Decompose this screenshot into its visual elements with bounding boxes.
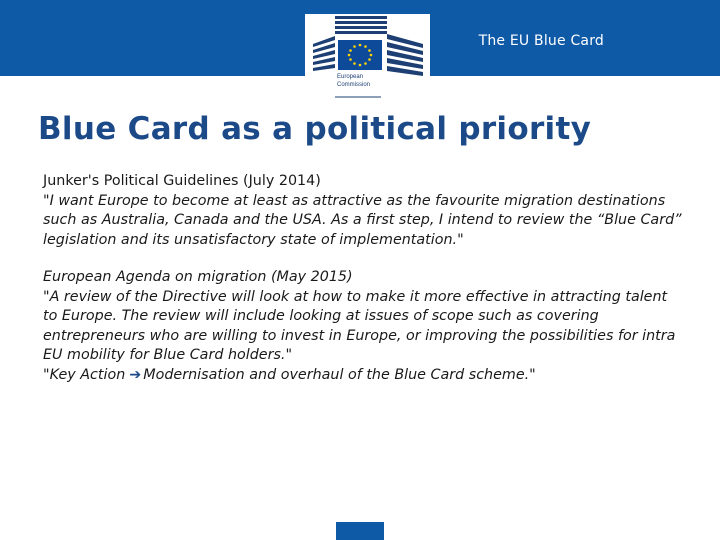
logo-line-2: Commission: [337, 82, 371, 88]
section-2-heading: [43, 268, 683, 288]
key-action-prefix: "Key Action: [43, 366, 126, 383]
section-2-date: (May 2015): [266, 269, 353, 285]
slide-title: Blue Card as a political priority: [38, 111, 592, 147]
key-action-line: [43, 366, 683, 386]
european-commission-logo: [305, 14, 430, 102]
right-arrow-icon: ➔: [129, 366, 142, 383]
logo-line-1: European: [337, 74, 364, 80]
logo-text: [337, 73, 370, 89]
section-2-quote: "A review of the Directive will look at how to make it more effective in attracting talent to Europe. The review will include looking at issues of scope such as covering entrepreneurs who are willing to invest in Europe, or improving the possibilities for intra EU mobility for Blue Card holders.": [43, 288, 676, 363]
section-1-heading: [43, 172, 683, 192]
key-action-text: Modernisation and overhaul of the Blue Card scheme.": [143, 366, 536, 383]
footer-blue-mark: [336, 522, 384, 540]
slide-content: [43, 172, 683, 385]
section-1-quote: "I want Europe to become at least as attractive as the favourite migration destinations such as Australia, Canada and the USA. As a first step, I intend to review the “Blue Card” legislation and its unsatisfactory state of implementation.": [43, 192, 682, 248]
section-2-title: European Agenda on migration: [43, 269, 267, 285]
section-1-title: Junker's Political Guidelines: [43, 173, 239, 189]
section-1-date: (July 2014): [238, 173, 321, 189]
header-title: The EU Blue Card: [478, 33, 604, 49]
